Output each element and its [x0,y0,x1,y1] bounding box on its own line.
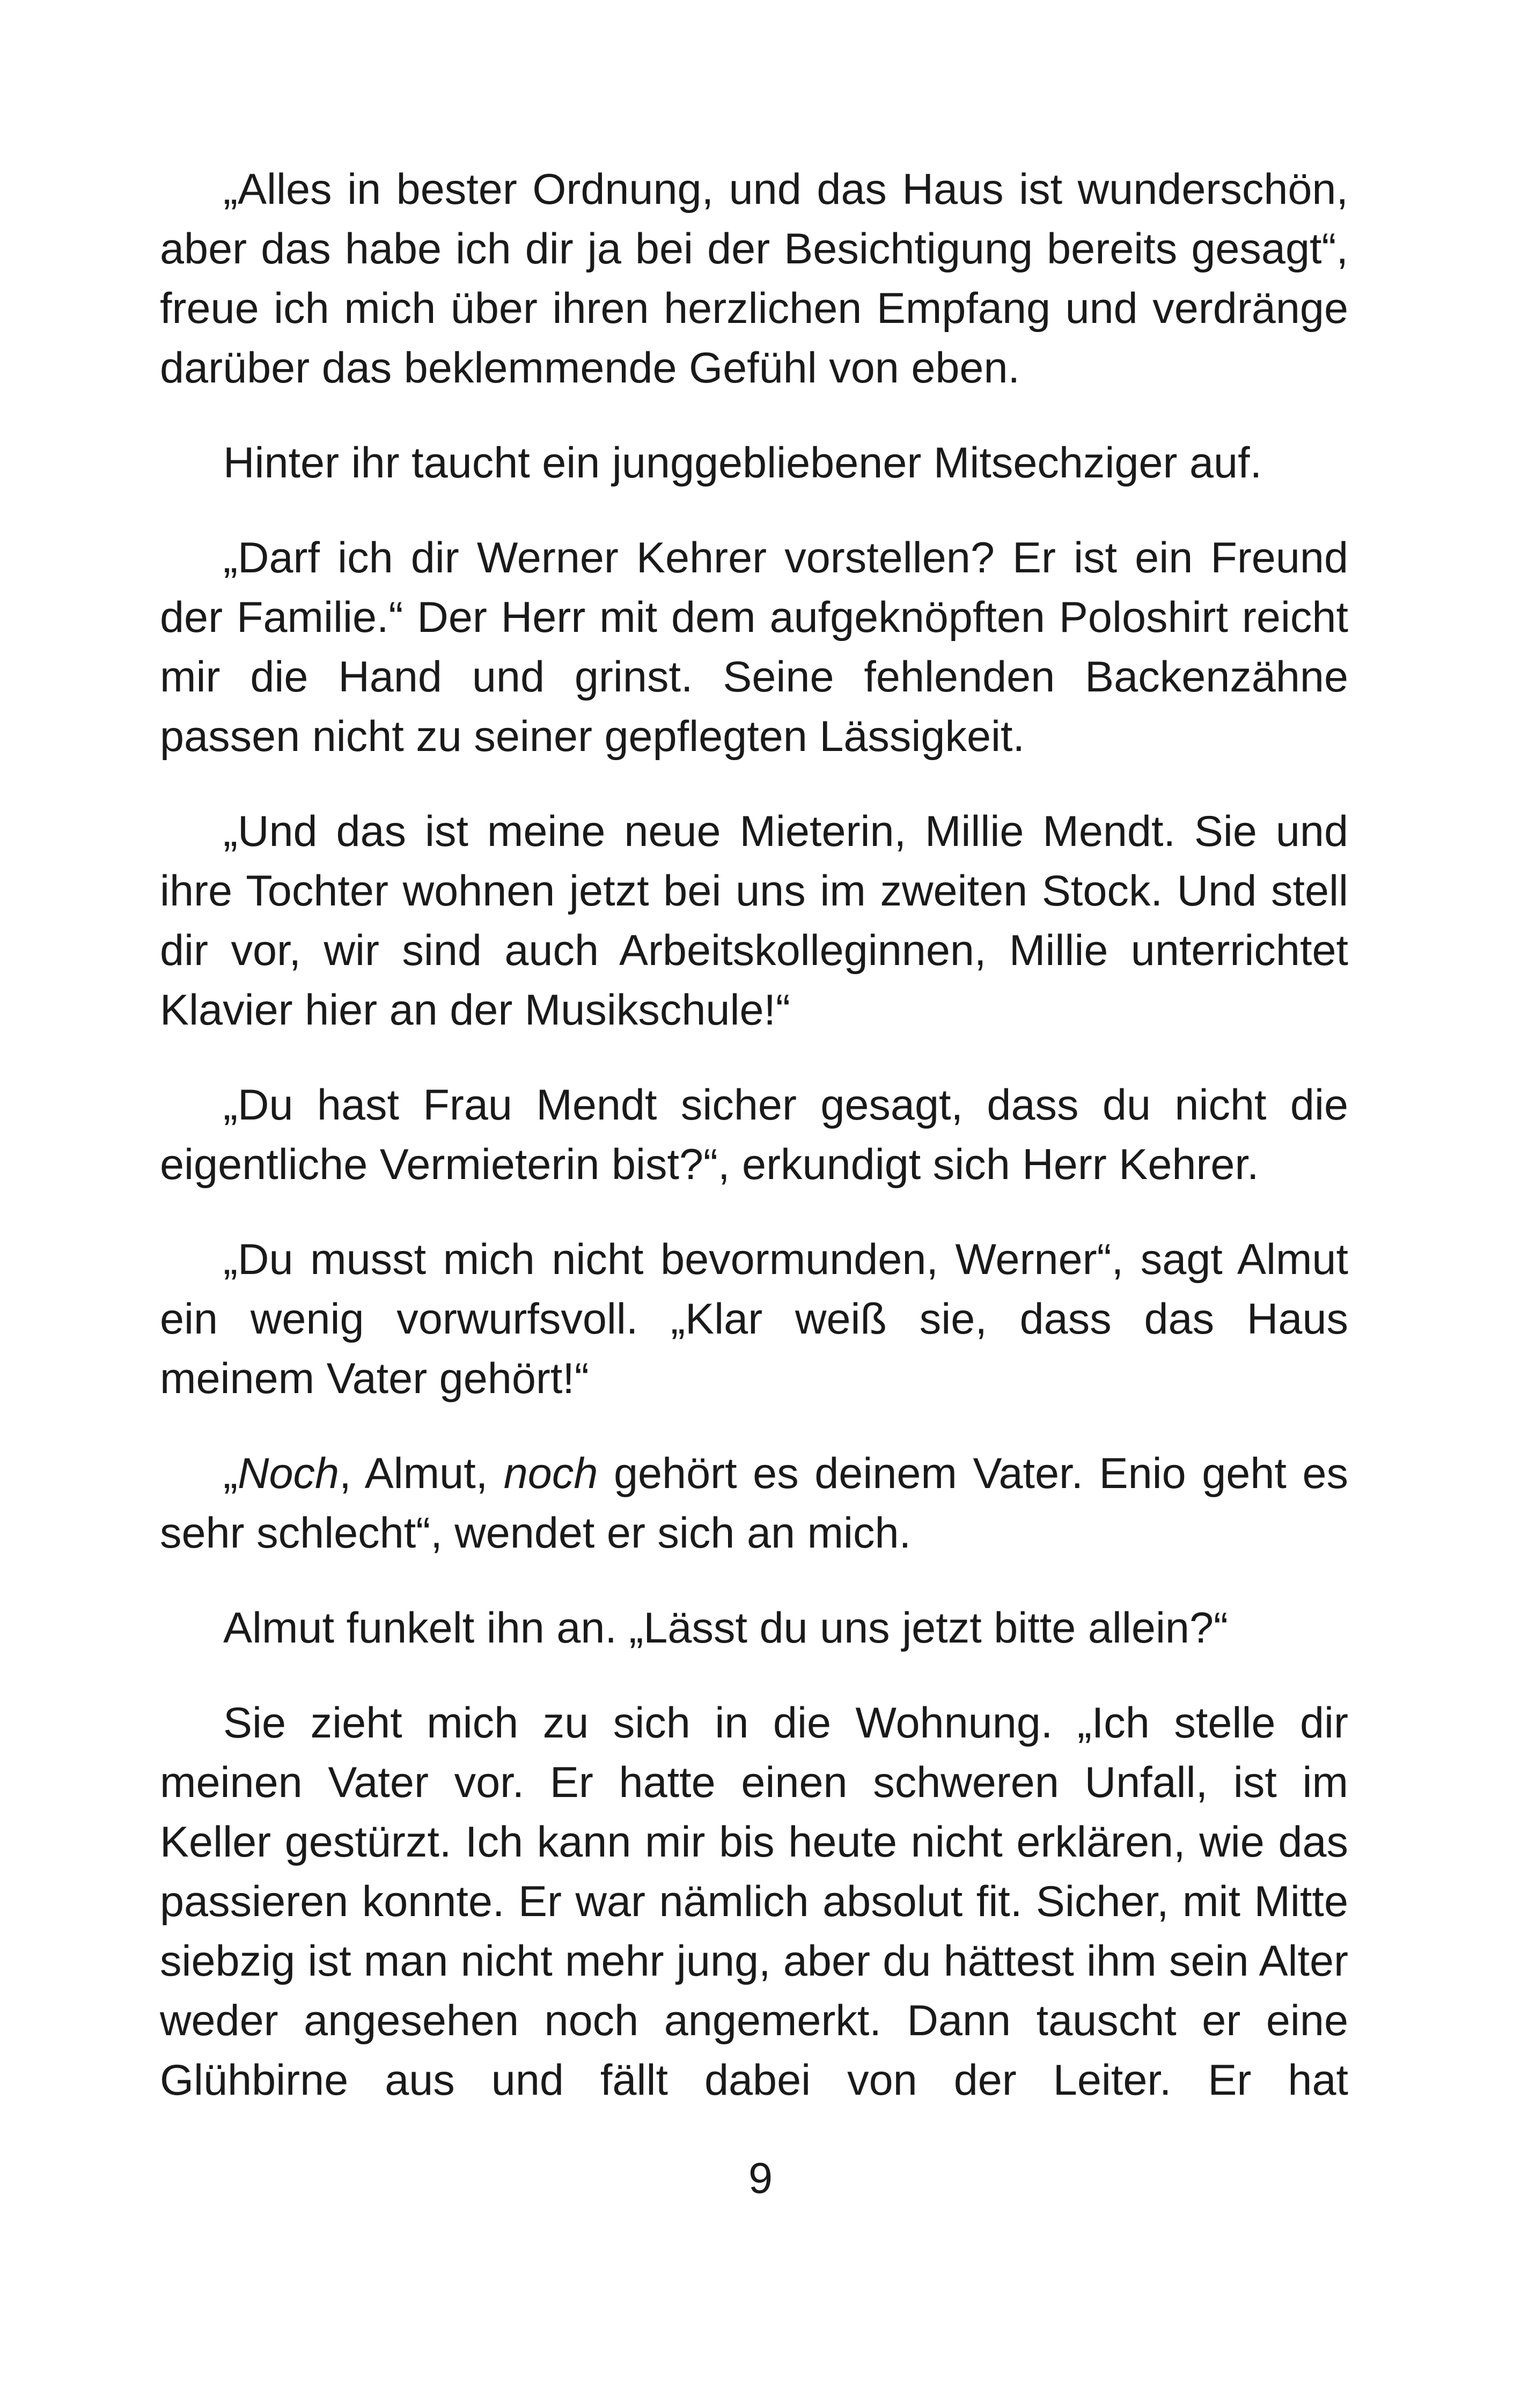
paragraph: „Alles in bester Ordnung, und das Haus ist wunderschön, aber das habe ich dir ja bei der Besichtigung bereits gesagt“, freue ich mich über ihren herzlichen Empfang und verdränge darüber das beklemmende Gefühl von eben. [160,165,1348,392]
paragraph-with-emphasis [160,1444,1348,1563]
paragraph: „Darf ich dir Werner Kehrer vorstellen? Er ist ein Freund der Familie.“ Der Herr mit dem aufgeknöpften Poloshirt reicht mir die Hand und grinst. Seine fehlenden Backenzähne passen nicht zu seiner gepflegten Lässigkeit. [160,534,1348,761]
text-segment: gehört es deinem Vater. Enio geht es sehr schlecht“, wendet er sich an mich. [160,1449,1348,1557]
page-number: 9 [748,2154,773,2203]
paragraph: Hinter ihr taucht ein junggebliebener Mitsechziger auf. [223,439,1262,487]
paragraph-continued: Sie zieht mich zu sich in die Wohnung. „Ich stelle dir meinen Vater vor. Er hatte einen schweren Unfall, ist im Keller gestürzt. Ich kann mir bis heute nicht erklären, wie das passieren konnte. Er war nämlich absolut fit. Sicher, mit Mitte siebzig ist man nicht mehr jung, aber du hättest ihm sein Alter weder angesehen noch angemerkt. Dann tauscht er eine Glühbirne aus und fällt dabei von der Leiter. Er hat [160,1699,1348,2104]
text-segment: „ [223,1449,238,1498]
paragraph: „Du musst mich nicht bevormunden, Werner“, sagt Almut ein wenig vorwurfsvoll. „Klar weiß sie, dass das Haus meinem Vater gehört!“ [160,1235,1348,1403]
emphasis-segment: noch [503,1449,598,1498]
body-text [160,160,1348,2110]
paragraph: „Und das ist meine neue Mieterin, Millie Mendt. Sie und ihre Tochter wohnen jetzt bei uns im zweiten Stock. Und stell dir vor, wir sind auch Arbeitskolleginnen, Millie unterrichtet Klavier hier an der Musikschule!“ [160,807,1348,1034]
paragraph: „Du hast Frau Mendt sicher gesagt, dass du nicht die eigentliche Vermieterin bist?“, erkundigt sich Herr Kehrer. [160,1081,1348,1189]
emphasis-segment: Noch [237,1449,340,1498]
text-segment: , Almut, [339,1449,504,1498]
paragraph: Almut funkelt ihn an. „Lässt du uns jetzt bitte allein?“ [223,1604,1229,1652]
